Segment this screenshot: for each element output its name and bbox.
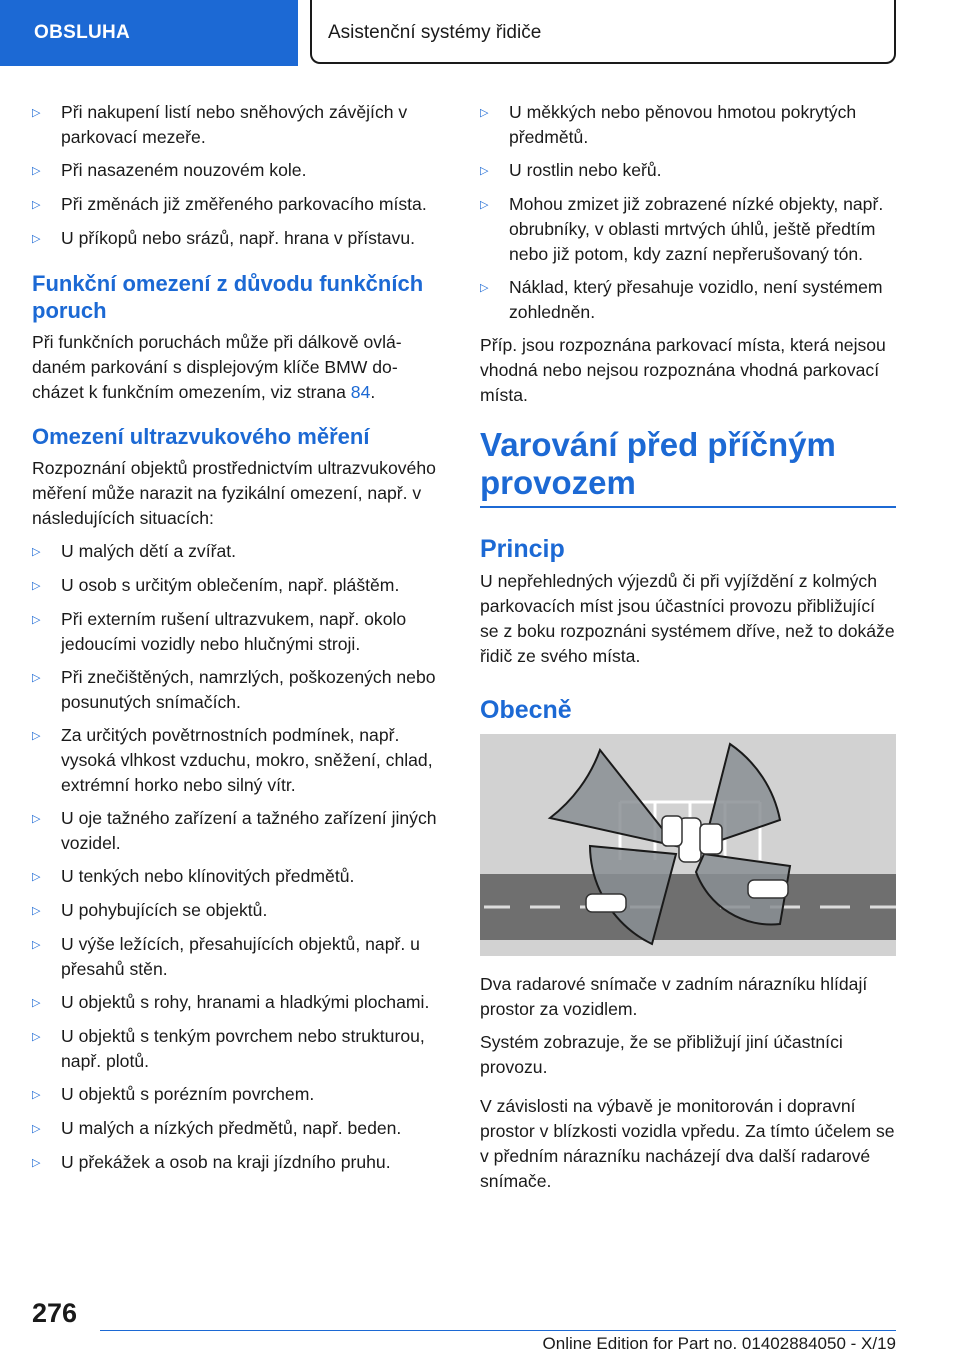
left-column [32,100,440,1184]
list-item [480,100,896,150]
list-item-text: U oje tažného zařízení a tažného zařízení jiných vozidel. [61,808,437,853]
list-item [32,192,440,218]
list-item-text: U malých a nízkých předmětů, např. beden. [61,1118,402,1138]
bullet-triangle-icon: ▷ [480,107,489,119]
bullet-triangle-icon: ▷ [32,871,41,883]
paragraph-radar-rear: Dva radarové snímače v zadním nárazníku hlídají prostor za vozidlem. [480,974,868,1019]
paragraph-radar-front: V závislosti na výbavě je monitorován i dopravní prostor v blízkosti vozidla vpředu. Za tímto účelem se v předním nárazníku nacházejí dva další radarové snímače. [480,1096,895,1191]
heading-functional-limits: Funkční omezení z důvodu funkčních poruch [32,271,424,323]
bullet-triangle-icon: ▷ [480,199,489,211]
bullet-triangle-icon: ▷ [32,997,41,1009]
bullet-list-b [32,539,440,1176]
heading-principle: Princip [480,535,565,563]
chapter-tab[interactable]: Asistenční systémy řidiče [310,0,896,64]
list-item-text: U pohybujících se objektů. [61,900,268,920]
list-item-text: U příkopů nebo srázů, např. hrana v přístavu. [61,228,416,248]
bullet-triangle-icon: ▷ [32,1031,41,1043]
bullet-triangle-icon: ▷ [32,730,41,742]
heading-cross-traffic: Varování před příčným provozem [480,426,896,508]
radar-illustration [480,734,896,956]
bullet-triangle-icon: ▷ [32,199,41,211]
bullet-triangle-icon: ▷ [32,107,41,119]
list-item [32,932,440,982]
bullet-triangle-icon: ▷ [32,1089,41,1101]
paragraph-radar-display: Systém zobrazuje, že se přibližují jiní účastníci provozu. [480,1032,843,1077]
list-item [32,573,440,599]
list-item [480,275,896,325]
list-item [480,158,896,184]
bullet-triangle-icon: ▷ [32,233,41,245]
bullet-triangle-icon: ▷ [32,672,41,684]
bullet-triangle-icon: ▷ [480,165,489,177]
list-item-text: U objektů s porézním povrchem. [61,1084,315,1104]
list-item-text: U osob s určitým oblečením, např. pláštěm. [61,575,400,595]
bullet-triangle-icon: ▷ [32,939,41,951]
list-item-text: U objektů s rohy, hranami a hladkými plochami. [61,992,430,1012]
list-item-text: Při nakupení listí nebo sněhových závějích v parkovací mezeře. [61,102,408,147]
bullet-triangle-icon: ▷ [32,813,41,825]
list-item [32,1082,440,1108]
list-item-text: U měkkých nebo pěnovou hmotou pokrytých předmětů. [509,102,857,147]
list-item-text: Při změnách již změřeného parkovacího místa. [61,194,427,214]
list-item-text: U malých dětí a zvířat. [61,541,237,561]
paragraph-ultrasound: Rozpoznání objektů prostřednictvím ultrazvukového měření může narazit na fyzikální omezení, např. v následujících situacích: [32,458,436,528]
list-item-text: Při externím rušení ultrazvukem, např. okolo jedoucími vozidly nebo hlučnými stroji. [61,609,407,654]
paragraph-functional-limits: Při funkčních poruchách může při dálkově ovládaném parkování s displejovým klíče BMW docházet k funkčním omezením, viz strana 84. [32,332,402,402]
heading-ultrasound-limits: Omezení ultrazvukového měření [32,424,370,449]
list-item [32,607,440,657]
list-item-text: Při znečištěných, namrzlých, poškozených nebo posunutých snímačích. [61,667,436,712]
list-item [480,192,896,267]
heading-general: Obecně [480,696,572,724]
paragraph-principle: U nepřehledných výjezdů či při vyjíždění z kolmých parkovacích míst jsou účastníci provozu přibližující se z boku rozpoznáni systémem dříve, než to dokáže řidič ze svého místa. [480,571,895,666]
bullet-triangle-icon: ▷ [32,580,41,592]
bullet-triangle-icon: ▷ [32,614,41,626]
bullet-triangle-icon: ▷ [32,1157,41,1169]
list-item [32,990,440,1016]
list-item-text: Při nasazeném nouzovém kole. [61,160,307,180]
bullet-triangle-icon: ▷ [32,165,41,177]
list-item [32,1150,440,1176]
list-item [32,539,440,565]
edition-note: Online Edition for Part no. 01402884050 - X/19 [542,1334,896,1353]
page-link[interactable]: 84 [350,382,371,402]
list-item-text: U objektů s tenkým povrchem nebo strukturou, např. plotů. [61,1026,425,1071]
list-item [32,723,440,798]
list-item [32,1116,440,1142]
bullet-list-c [480,100,896,325]
list-item [32,665,440,715]
list-item-text: U tenkých nebo klínovitých předmětů. [61,866,355,886]
list-item-text: Za určitých povětrnostních podmínek, např. vysoká vlhkost vzduchu, mokro, sněžení, chlad, extrémní horko nebo silný vítr. [61,725,433,795]
list-item [32,158,440,184]
right-column [480,100,896,1202]
section-tab[interactable]: OBSLUHA [0,0,298,66]
list-item [32,864,440,890]
paragraph-parking-spaces: Příp. jsou rozpoznána parkovací místa, která nejsou vhodná nebo nejsou rozpoznána vhodná parkovací místa. [480,335,886,405]
bullet-triangle-icon: ▷ [32,546,41,558]
bullet-list-a [32,100,440,252]
bullet-triangle-icon: ▷ [480,282,489,294]
list-item-text: Náklad, který přesahuje vozidlo, není systémem zohledněn. [509,277,883,322]
list-item-text: U rostlin nebo keřů. [509,160,662,180]
list-item [32,806,440,856]
footer-divider [100,1330,896,1331]
list-item-text: U překážek a osob na kraji jízdního pruhu. [61,1152,391,1172]
list-item [32,226,440,252]
list-item [32,898,440,924]
list-item-text: Mohou zmizet již zobrazené nízké objekty, např. obrubníky, v oblasti mrtvých úhlů, ještě předtím nebo již potom, kdy zazní nepřerušovaný tón. [509,194,884,264]
bullet-triangle-icon: ▷ [32,905,41,917]
list-item-text: U výše ležících, přesahujících objektů, např. u přesahů stěn. [61,934,420,979]
page-header [0,0,960,66]
list-item [32,1024,440,1074]
bullet-triangle-icon: ▷ [32,1123,41,1135]
list-item [32,100,440,150]
page-number: 276 [32,1298,78,1328]
